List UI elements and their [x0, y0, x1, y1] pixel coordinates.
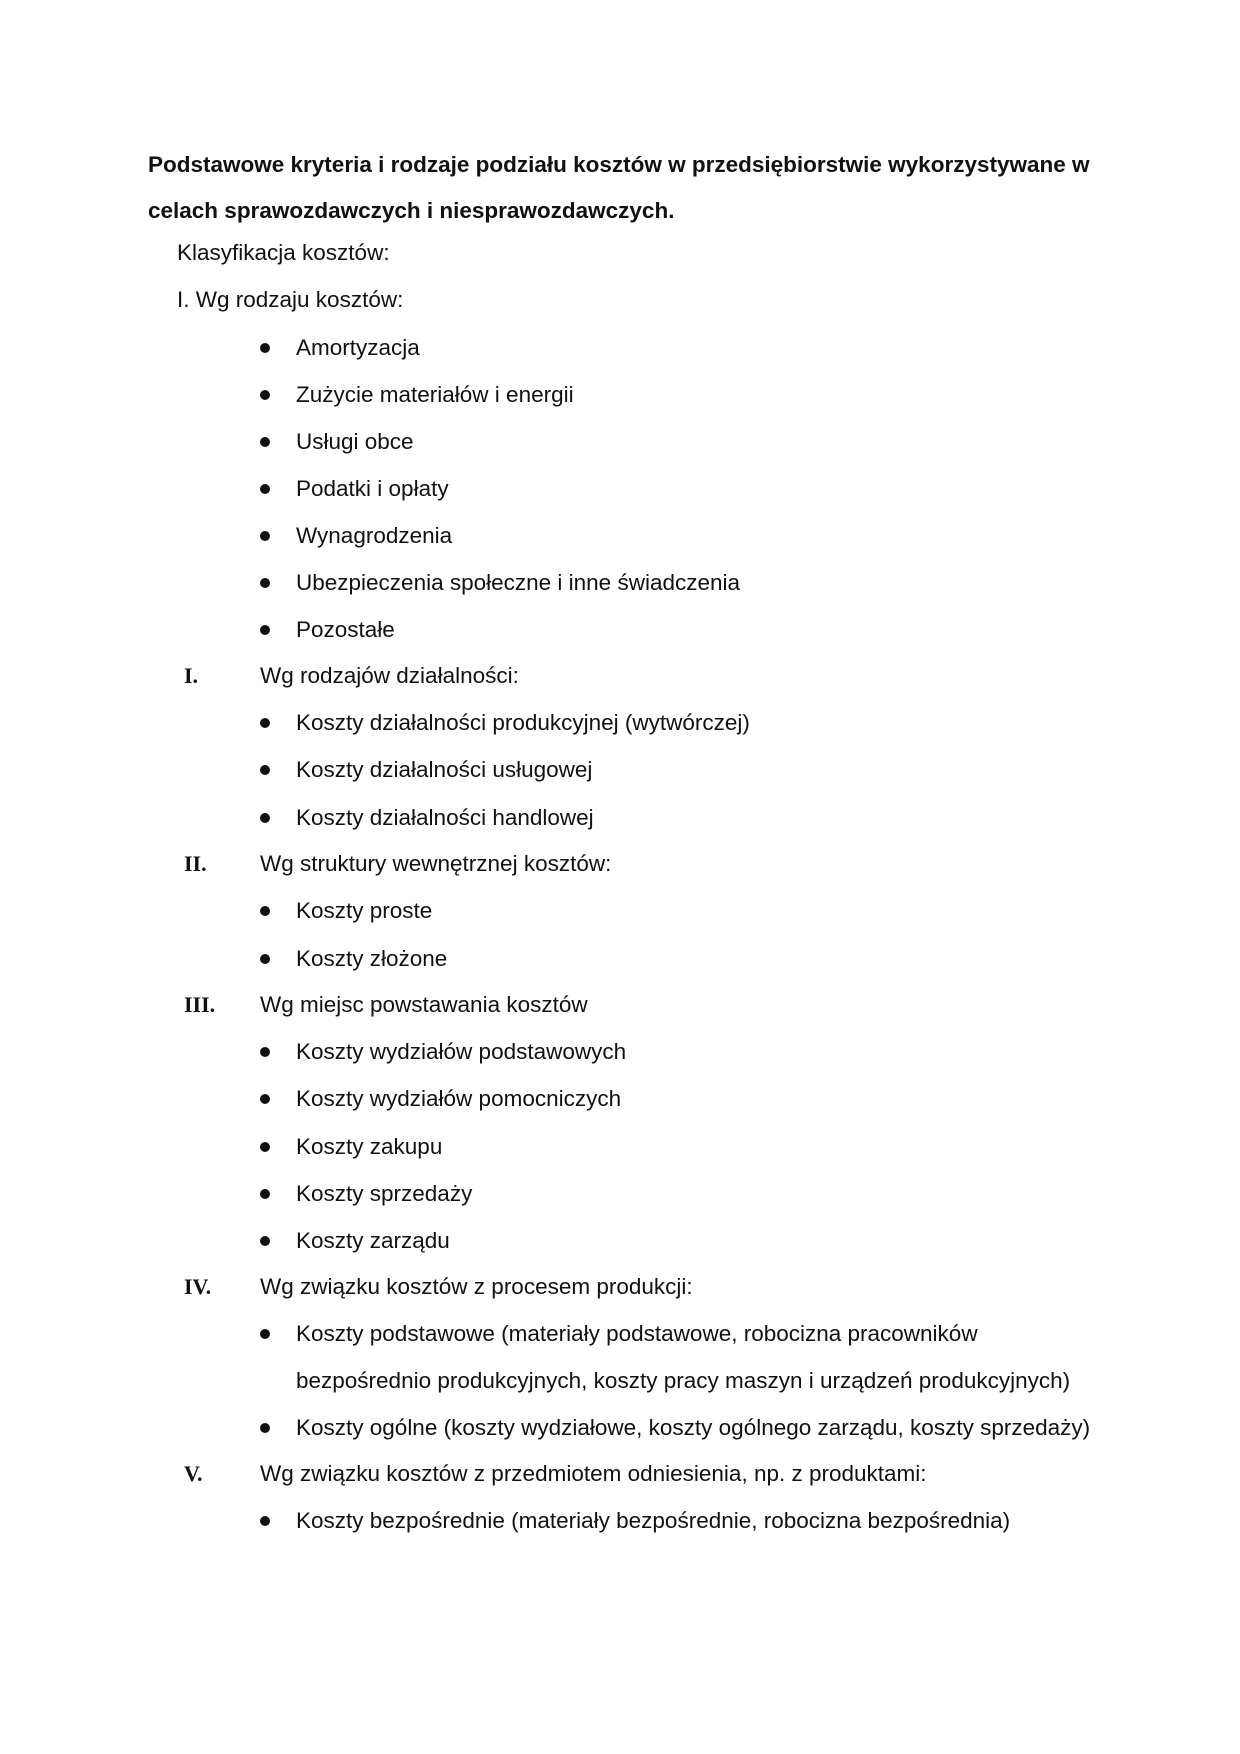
bullet-icon [260, 390, 270, 400]
list-item: Zużycie materiałów i energii [296, 382, 574, 407]
list-item: Koszty wydziałów podstawowych [296, 1039, 627, 1064]
bullet-icon [260, 718, 270, 728]
list-item: Koszty ogólne (koszty wydziałowe, koszty ogólnego zarządu, koszty sprzedaży) [296, 1415, 1091, 1440]
list-item: Koszty działalności handlowej [296, 805, 594, 830]
section-heading: Wg związku kosztów z procesem produkcji: [260, 1274, 693, 1299]
list-item: Koszty sprzedaży [296, 1181, 473, 1206]
bullet-icon [260, 343, 270, 353]
bullet-icon [260, 484, 270, 494]
list-item: Amortyzacja [296, 335, 420, 360]
list-item: Koszty bezpośrednie (materiały bezpośrednie, robocizna bezpośrednia) [296, 1508, 1011, 1533]
list-item: Wynagrodzenia [296, 523, 453, 548]
bullet-icon [260, 1423, 270, 1433]
list-item: Koszty działalności usługowej [296, 757, 593, 782]
list-item: Koszty wydziałów pomocniczych [296, 1086, 622, 1111]
bullet-icon [260, 1189, 270, 1199]
list-item-continuation: bezpośrednio produkcyjnych, koszty pracy maszyn i urządzeń produkcyjnych) [296, 1368, 1071, 1393]
section-heading: Wg rodzajów działalności: [260, 663, 519, 688]
bullet-icon [260, 1142, 270, 1152]
section-heading: Wg miejsc powstawania kosztów [260, 992, 588, 1017]
list-item: Pozostałe [296, 617, 395, 642]
bullet-icon [260, 1329, 270, 1339]
section-numeral: IV. [184, 1274, 212, 1299]
bullet-icon [260, 906, 270, 916]
bullet-icon [260, 1516, 270, 1526]
document-title: Podstawowe kryteria i rodzaje podziału kosztów w przedsiębiorstwie wykorzystywane w celach sprawozdawczych i niesprawozdawczych. [148, 152, 1090, 223]
bullet-icon [260, 531, 270, 541]
list-item: Podatki i opłaty [296, 476, 449, 501]
list-item: Koszty podstawowe (materiały podstawowe, robocizna pracowników [296, 1321, 978, 1346]
bullet-icon [260, 578, 270, 588]
bullet-icon [260, 1094, 270, 1104]
list-item: Koszty złożone [296, 946, 448, 971]
bullet-icon [260, 1047, 270, 1057]
section-numeral: V. [184, 1461, 203, 1486]
bullet-icon [260, 437, 270, 447]
bullet-icon [260, 625, 270, 635]
section-numeral: I. [184, 663, 199, 688]
list-item: Koszty zarządu [296, 1228, 450, 1253]
section-heading-rodzaj: I. Wg rodzaju kosztów: [177, 287, 404, 312]
bullet-icon [260, 1236, 270, 1246]
list-item: Usługi obce [296, 429, 414, 454]
section-numeral: III. [184, 992, 216, 1017]
bullet-icon [260, 813, 270, 823]
list-item: Koszty działalności produkcyjnej (wytwórczej) [296, 710, 750, 735]
list-item: Koszty proste [296, 898, 433, 923]
bullet-icon [260, 954, 270, 964]
section-heading: Wg związku kosztów z przedmiotem odniesienia, np. z produktami: [260, 1461, 927, 1486]
list-item: Koszty zakupu [296, 1134, 443, 1159]
section-numeral: II. [184, 851, 207, 876]
intro-text: Klasyfikacja kosztów: [177, 240, 390, 265]
bullet-icon [260, 765, 270, 775]
section-heading: Wg struktury wewnętrznej kosztów: [260, 851, 612, 876]
list-item: Ubezpieczenia społeczne i inne świadczenia [296, 570, 741, 595]
